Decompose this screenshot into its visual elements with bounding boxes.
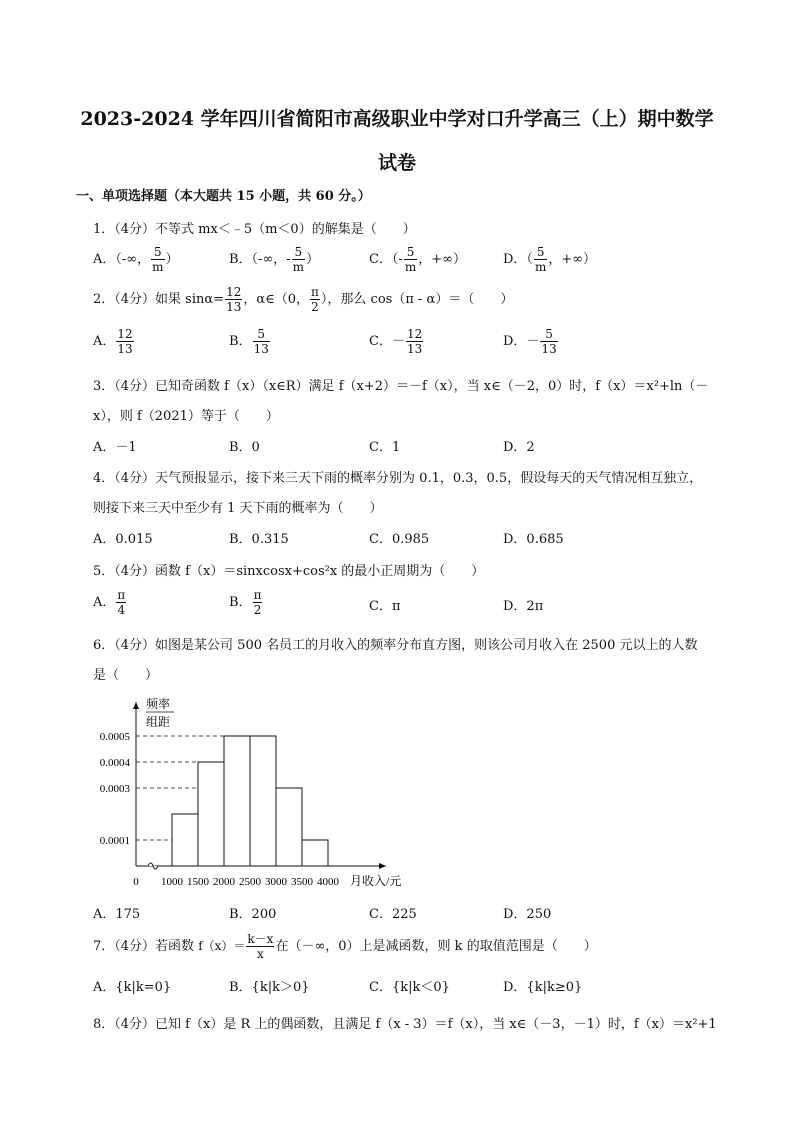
x-tick-label: 3000	[265, 876, 287, 888]
origin-label: 0	[133, 876, 139, 888]
y-axis-label-bottom: 组距	[146, 715, 171, 729]
question-3-stem-line1: 3．（4分）已知奇函数 f（x）（x∈R）满足 f（x+2）＝－f（x），当 x∈（－2，0）时，f（x）＝x²+ln（－	[93, 379, 709, 394]
question-4-stem-line1: 4．（4分）天气预报显示，接下来三天下雨的概率分别为 0.1，0.3，0.5，假设每天的天气情况相互独立，	[93, 471, 703, 486]
q7-option-a[interactable]: A．{k|k=0}	[93, 980, 172, 995]
q1-option-b[interactable]: B．（-∞，- $\frac{5}{m}$ ）	[229, 245, 320, 274]
q5-option-a[interactable]: A． $\frac{\pi}{4}$	[93, 588, 126, 617]
q6-option-b[interactable]: B．200	[229, 907, 277, 922]
income-histogram	[90, 692, 450, 892]
x-tick-label: 4000	[317, 876, 339, 888]
y-tick-label: 0.0005	[99, 731, 130, 743]
q7-option-b[interactable]: B．{k|k＞0}	[229, 980, 310, 995]
histogram-bar	[302, 840, 328, 866]
x-tick-label: 1000	[161, 876, 183, 888]
q6-option-d[interactable]: D．250	[503, 907, 552, 922]
q3-option-d[interactable]: D．2	[503, 440, 535, 455]
q3-option-c[interactable]: C．1	[369, 440, 401, 455]
question-5-stem: 5．（4分）函数 f（x）＝sinxcosx+cos²x 的最小正周期为（ ）	[93, 564, 485, 579]
q1-option-a[interactable]: A．（-∞， $\frac{5}{m}$ ）	[93, 245, 179, 274]
q3-option-b[interactable]: B．0	[229, 440, 260, 455]
question-8-stem-line1: 8．（4分）已知 f（x）是 R 上的偶函数，且满足 f（x - 3）＝f（x），当 x∈（－3，－1）时，f（x）＝x²+1	[93, 1017, 717, 1032]
document-title-line2: 试卷	[377, 152, 416, 174]
q7-option-d[interactable]: D．{k|k≥0}	[503, 980, 583, 995]
y-axis-label-top: 频率	[146, 697, 171, 711]
y-axis-arrow	[133, 702, 139, 709]
q5-option-b[interactable]: B． $\frac{\pi}{2}$	[229, 588, 262, 617]
q7-option-c[interactable]: C．{k|k＜0}	[369, 980, 450, 995]
q5-option-d[interactable]: D．2π	[503, 599, 544, 614]
question-3-stem-line2: x），则 f（2021）等于（ ）	[93, 409, 279, 424]
q1-option-d[interactable]: D．（ $\frac{5}{m}$ ，+∞）	[503, 245, 597, 274]
question-6-stem-line1: 6．（4分）如图是某公司 500 名员工的月收入的频率分布直方图，则该公司月收入在 2500 元以上的人数	[93, 638, 698, 653]
histogram-bar	[172, 814, 198, 866]
q5-option-c[interactable]: C．π	[369, 599, 401, 614]
x-tick-label: 2000	[213, 876, 235, 888]
y-tick-label: 0.0001	[99, 835, 130, 847]
y-tick-label: 0.0004	[99, 757, 130, 769]
question-2-stem: 2．（4分）如果 sinα= $\frac{12}{13}$ ，α∈（0， $\frac{\pi}{2}$ ），那么 cos（π - α）＝（ ）	[93, 285, 514, 314]
question-6-stem-line2: 是（ ）	[93, 668, 159, 683]
document-title-line1: 2023-2024 学年四川省简阳市高级职业中学对口升学高三（上）期中数学	[80, 108, 714, 130]
q6-option-a[interactable]: A．175	[93, 907, 141, 922]
section-heading: 一、单项选择题（本大题共 15 小题，共 60 分。）	[76, 189, 371, 204]
q4-option-c[interactable]: C．0.985	[369, 532, 430, 547]
q4-option-a[interactable]: A．0.015	[93, 532, 153, 547]
y-tick-label: 0.0003	[99, 783, 130, 795]
question-1-stem: 1．（4分）不等式 mx＜﹣5（m＜0）的解集是（ ）	[93, 222, 416, 237]
x-tick-label: 2500	[239, 876, 261, 888]
q4-option-d[interactable]: D．0.685	[503, 532, 564, 547]
q2-option-a[interactable]: A． $\frac{12}{13}$	[93, 327, 133, 356]
q3-option-a[interactable]: A．－1	[93, 440, 137, 455]
x-tick-label: 1500	[187, 876, 209, 888]
question-4-stem-line2: 则接下来三天中至少有 1 天下雨的概率为（ ）	[93, 501, 383, 516]
histogram-bar	[250, 736, 276, 866]
question-7-stem: 7．（4分）若函数 f（x）＝ $\frac{k-x}{x}$ 在（－∞，0）上是减函数，则 k 的取值范围是（ ）	[93, 932, 597, 961]
histogram-bar	[224, 736, 250, 866]
q4-option-b[interactable]: B．0.315	[229, 532, 289, 547]
x-axis-label: 月收入/元	[350, 874, 402, 888]
histogram-bar	[198, 762, 224, 866]
x-axis-arrow	[379, 863, 386, 869]
q2-option-b[interactable]: B． $\frac{5}{13}$	[229, 327, 269, 356]
axis-break	[148, 863, 158, 869]
q2-option-d[interactable]: D．－ $\frac{5}{13}$	[503, 327, 557, 356]
q1-option-c[interactable]: C．（- $\frac{5}{m}$ ，+∞）	[369, 245, 466, 274]
q6-option-c[interactable]: C．225	[369, 907, 417, 922]
x-tick-label: 3500	[291, 876, 313, 888]
histogram-bar	[276, 788, 302, 866]
q2-option-c[interactable]: C．－ $\frac{12}{13}$	[369, 327, 423, 356]
